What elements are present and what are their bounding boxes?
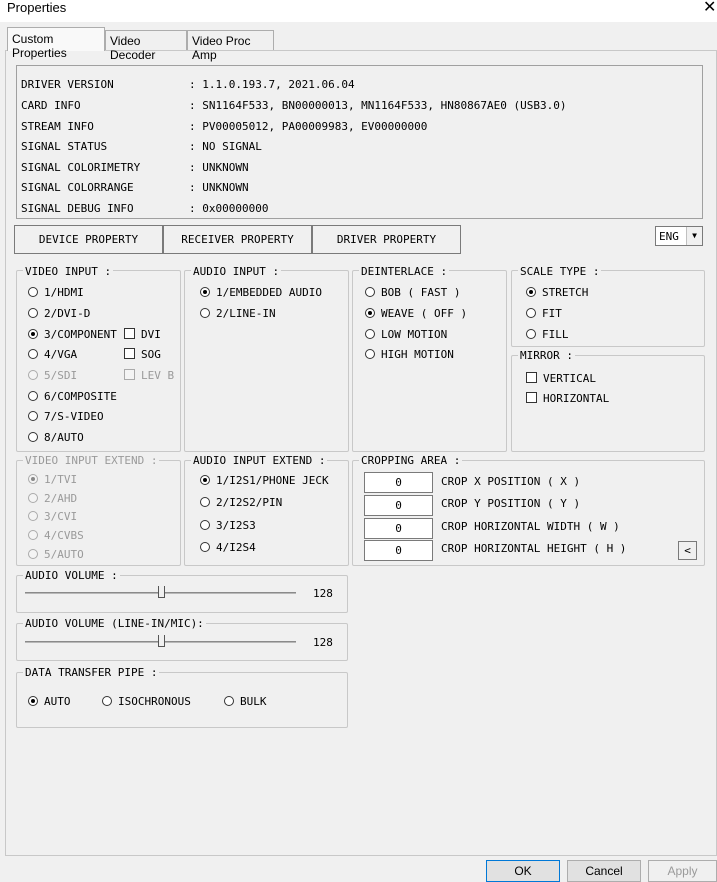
info-value: : 0x00000000 [189,202,269,215]
radio-icon [365,329,375,339]
radio-video-vga[interactable]: 4/VGA [28,347,77,363]
deinterlace-title: DEINTERLACE : [361,265,448,278]
radio-video-component[interactable]: 3/COMPONENT [28,327,117,343]
checkbox-vertical[interactable]: VERTICAL [526,371,596,387]
info-row-card-info [21,99,567,114]
radio-icon [365,287,375,297]
crop-y-input[interactable]: 0 [364,495,433,516]
radio-deinterlace-weave[interactable]: WEAVE ( OFF ) [365,306,467,322]
audio-volume-line-title: AUDIO VOLUME (LINE-IN/MIC): [25,617,204,630]
radio-icon [224,696,234,706]
radio-scale-fit[interactable]: FIT [526,306,562,322]
radio-icon [28,370,38,380]
crop-width-input[interactable]: 0 [364,518,433,539]
radio-extend-ahd: 2/AHD [28,491,77,507]
video-input-extend-title: VIDEO INPUT EXTEND : [25,454,158,467]
radio-icon [200,308,210,318]
radio-icon [200,520,210,530]
audio-volume-title: AUDIO VOLUME : [25,569,118,582]
radio-extend-auto: 5/AUTO [28,547,84,563]
radio-icon [200,497,210,507]
close-icon[interactable]: ✕ [703,0,717,16]
crop-width-label: CROP HORIZONTAL WIDTH ( W ) [441,520,620,533]
apply-button[interactable]: Apply [648,860,717,882]
language-value: ENG [659,230,679,243]
info-row-driver-version [21,78,355,93]
info-label: STREAM INFO [21,120,94,133]
crop-height-label: CROP HORIZONTAL HEIGHT ( H ) [441,542,627,555]
radio-video-hdmi[interactable]: 1/HDMI [28,285,84,301]
tab-custom-properties[interactable]: Custom Properties [7,27,105,51]
info-value: : 1.1.0.193.7, 2021.06.04 [189,78,355,91]
radio-icon [28,530,38,540]
info-row-stream-info [21,120,427,135]
checkbox-dvi[interactable]: DVI [124,327,161,343]
radio-transfer-auto[interactable]: AUTO [28,694,71,710]
radio-scale-stretch[interactable]: STRETCH [526,285,588,301]
radio-icon [28,287,38,297]
radio-selected-icon [28,696,38,706]
info-row-signal-debug [21,202,268,217]
info-label: SIGNAL COLORIMETRY [21,161,141,174]
checkbox-horizontal[interactable]: HORIZONTAL [526,391,609,407]
audio-volume-line-value: 128 [313,636,333,649]
radio-selected-icon [526,287,536,297]
radio-icon [28,511,38,521]
radio-icon [28,391,38,401]
info-label: SIGNAL STATUS [21,140,108,153]
radio-icon [28,349,38,359]
info-label: CARD INFO [21,99,81,112]
audio-input-extend-title: AUDIO INPUT EXTEND : [193,454,326,467]
radio-selected-icon [365,308,375,318]
crop-x-label: CROP X POSITION ( X ) [441,475,581,488]
radio-extend-cvbs: 4/CVBS [28,528,84,544]
info-label: SIGNAL DEBUG INFO [21,202,134,215]
radio-deinterlace-bob[interactable]: BOB ( FAST ) [365,285,460,301]
audio-volume-line-slider[interactable] [158,635,165,647]
radio-extend-tvi: 1/TVI [28,472,77,488]
info-label: SIGNAL COLORRANGE [21,181,134,194]
mirror-title: MIRROR : [520,349,573,362]
radio-icon [526,308,536,318]
info-value: : PV00005012, PA00009983, EV00000000 [189,120,428,133]
radio-video-auto[interactable]: 8/AUTO [28,430,84,446]
radio-video-s-video[interactable]: 7/S-VIDEO [28,409,104,425]
radio-audio-ext-i2s3[interactable]: 3/I2S3 [200,518,256,534]
driver-property-button[interactable]: DRIVER PROPERTY [312,225,461,254]
data-transfer-title: DATA TRANSFER PIPE : [25,666,158,679]
radio-audio-ext-i2s4[interactable]: 4/I2S4 [200,540,256,556]
radio-transfer-bulk[interactable]: BULK [224,694,267,710]
title-bar [0,0,717,22]
window-title: Properties [7,0,67,15]
radio-audio-line-in[interactable]: 2/LINE-IN [200,306,276,322]
radio-audio-ext-i2s1[interactable]: 1/I2S1/PHONE JECK [200,473,329,489]
radio-icon [102,696,112,706]
chevron-down-icon[interactable]: ▼ [686,227,702,245]
info-row-signal-colorimetry [21,161,249,176]
language-select[interactable] [655,226,703,246]
info-value: : UNKNOWN [189,161,249,174]
radio-scale-fill[interactable]: FILL [526,327,569,343]
radio-icon [526,329,536,339]
radio-icon [28,308,38,318]
radio-video-dvi-d[interactable]: 2/DVI-D [28,306,90,322]
crop-collapse-button[interactable]: < [678,541,697,560]
radio-icon [28,411,38,421]
checkbox-sog[interactable]: SOG [124,347,161,363]
info-row-signal-colorrange [21,181,249,196]
radio-selected-icon [200,475,210,485]
info-label: DRIVER VERSION [21,78,114,91]
crop-height-input[interactable]: 0 [364,540,433,561]
video-input-title: VIDEO INPUT : [25,265,112,278]
checkbox-lev-b: LEV B [124,368,174,384]
audio-input-title: AUDIO INPUT : [193,265,280,278]
radio-audio-embedded[interactable]: 1/EMBEDDED AUDIO [200,285,322,301]
checkbox-icon [526,392,537,403]
cropping-title: CROPPING AREA : [361,454,461,467]
radio-transfer-isochronous[interactable]: ISOCHRONOUS [102,694,191,710]
radio-deinterlace-high-motion[interactable]: HIGH MOTION [365,347,454,363]
audio-volume-value: 128 [313,587,333,600]
checkbox-icon [124,348,135,359]
radio-deinterlace-low-motion[interactable]: LOW MOTION [365,327,447,343]
radio-extend-cvi: 3/CVI [28,509,77,525]
checkbox-icon [526,372,537,383]
info-value: : SN1164F533, BN00000013, MN1164F533, HN80867AE0 (USB3.0) [189,99,567,112]
checkbox-icon [124,369,135,380]
radio-video-composite[interactable]: 6/COMPOSITE [28,389,117,405]
checkbox-icon [124,328,135,339]
radio-video-sdi: 5/SDI [28,368,77,384]
radio-icon [28,493,38,503]
crop-y-label: CROP Y POSITION ( Y ) [441,497,581,510]
ok-button[interactable]: OK [486,860,560,882]
radio-icon [28,432,38,442]
radio-icon [365,349,375,359]
radio-icon [200,542,210,552]
info-row-signal-status [21,140,262,155]
radio-selected-icon [28,329,38,339]
radio-selected-icon [200,287,210,297]
tab-video-decoder[interactable]: Video Decoder [105,30,187,50]
crop-x-input[interactable]: 0 [364,472,433,493]
receiver-property-button[interactable]: RECEIVER PROPERTY [163,225,312,254]
cancel-button[interactable]: Cancel [567,860,641,882]
radio-selected-icon [28,474,38,484]
scale-type-title: SCALE TYPE : [520,265,600,278]
info-value: : UNKNOWN [189,181,249,194]
info-value: : NO SIGNAL [189,140,262,153]
device-property-button[interactable]: DEVICE PROPERTY [14,225,163,254]
radio-audio-ext-i2s2[interactable]: 2/I2S2/PIN [200,495,282,511]
radio-icon [28,549,38,559]
tab-video-proc-amp[interactable]: Video Proc Amp [187,30,274,50]
audio-volume-slider[interactable] [158,586,165,598]
